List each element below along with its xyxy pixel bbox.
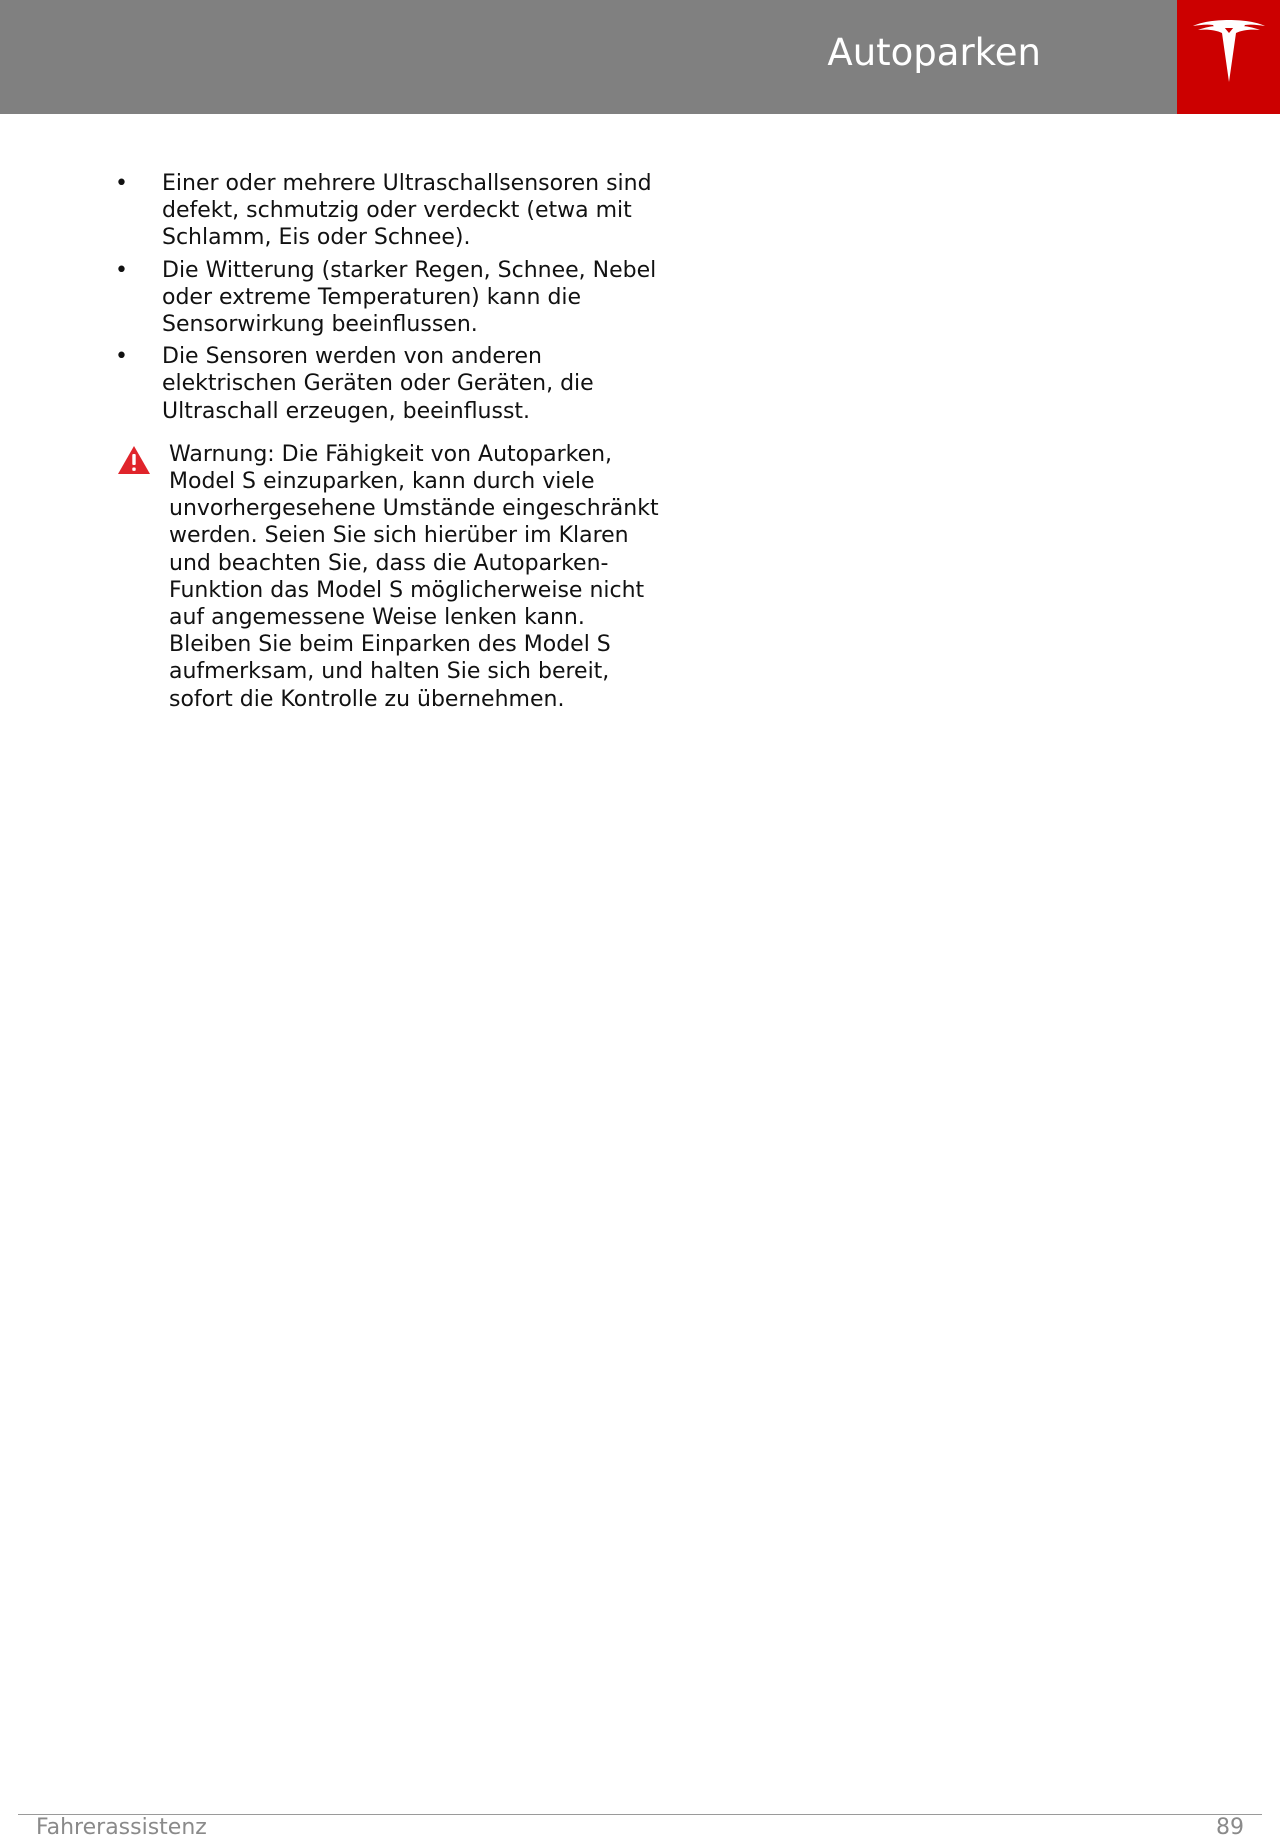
bullet-text: Die Witterung (starker Regen, Schnee, Nebel oder extreme Temperaturen) kann die Sensorwirkung beeinflussen.: [162, 257, 657, 338]
footer-section-name: Fahrerassistenz: [36, 1815, 207, 1840]
page-title: Autoparken: [827, 31, 1041, 74]
main-content: [115, 170, 675, 713]
bullet-marker: •: [115, 257, 128, 283]
warning-triangle-icon: [117, 445, 151, 475]
header-bar: [0, 0, 1177, 114]
page-number: 89: [1216, 1815, 1244, 1840]
bullet-text: Die Sensoren werden von anderen elektrischen Geräten oder Geräten, die Ultraschall erzeugen, beeinflusst.: [162, 344, 594, 424]
tesla-logo-icon: [1189, 16, 1269, 88]
list-item: [115, 170, 662, 252]
warning-block: [115, 441, 669, 713]
bullet-list: [115, 170, 675, 425]
brand-logo-box: [1177, 0, 1280, 114]
warning-text: Warnung: Die Fähigkeit von Autoparken, Model S einzuparken, kann durch viele unvorhergesehene Umstände eingeschränkt werden. Seien Sie sich hierüber im Klaren und beachten Sie, dass die Autoparken-Funktion das Model S möglicherweise nicht auf angemessene Weise lenken kann. Bleiben Sie beim Einparken des Model S aufmerksam, und halten Sie sich bereit, sofort die Kontrolle zu übernehmen.: [169, 441, 659, 712]
list-item: [115, 257, 662, 339]
bullet-marker: •: [115, 344, 128, 370]
bullet-marker: •: [115, 171, 128, 196]
bullet-text: Einer oder mehrere Ultraschallsensoren sind defekt, schmutzig oder verdeckt (etwa mit Schlamm, Eis oder Schnee).: [162, 171, 652, 251]
list-item: [115, 343, 662, 425]
